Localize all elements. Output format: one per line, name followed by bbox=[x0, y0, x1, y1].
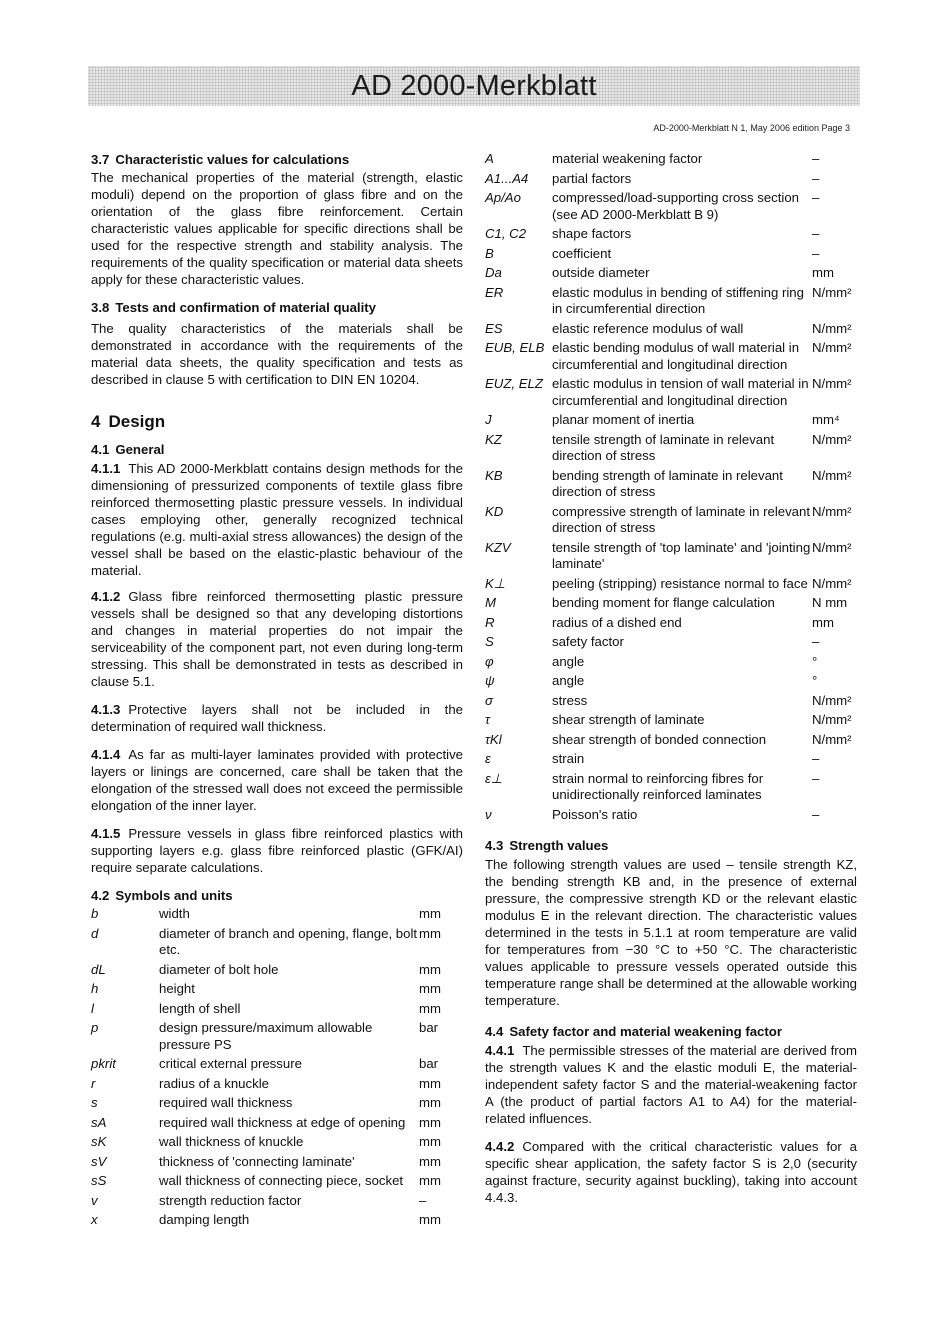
symbol-cell: S bbox=[485, 634, 494, 649]
symbol-cell: Ap/Ao bbox=[485, 190, 521, 205]
right-column bbox=[485, 151, 857, 1206]
unit-cell: mm bbox=[419, 1095, 441, 1110]
description-cell: wall thickness of connecting piece, socket bbox=[159, 1173, 404, 1188]
symbol-cell: ε⊥ bbox=[485, 770, 503, 786]
symbol-cell: ν bbox=[485, 806, 492, 822]
symbol-cell: l bbox=[91, 1000, 94, 1016]
description-cell: design pressure/maximum allowable pressure PS bbox=[159, 1020, 373, 1052]
unit-cell: – bbox=[812, 770, 820, 786]
description-cell: critical external pressure bbox=[159, 1056, 302, 1071]
unit-cell: ° bbox=[812, 673, 818, 688]
unit-cell: N/mm² bbox=[812, 376, 852, 391]
unit-cell: N/mm² bbox=[812, 575, 852, 591]
symbol-cell: Da bbox=[485, 265, 502, 280]
symbol-cell: p bbox=[91, 1020, 99, 1035]
description-cell: required wall thickness at edge of opening bbox=[159, 1114, 406, 1130]
symbol-cell: sV bbox=[91, 1153, 107, 1169]
description-cell: coefficient bbox=[552, 245, 612, 261]
unit-cell: N mm bbox=[812, 595, 848, 610]
symbol-cell: M bbox=[485, 595, 496, 610]
description-cell: radius of a knuckle bbox=[159, 1075, 269, 1091]
unit-cell: mm bbox=[812, 614, 834, 630]
unit-cell: mm bbox=[419, 961, 441, 977]
heading-3-8: 3.8 Tests and confirmation of material quality bbox=[91, 300, 376, 315]
unit-cell: mm⁴ bbox=[812, 412, 840, 427]
description-cell: tensile strength of 'top laminate' and 'jointing laminate' bbox=[552, 539, 811, 571]
symbol-cell: J bbox=[485, 412, 492, 427]
symbol-cell: τ bbox=[485, 712, 490, 727]
description-cell: required wall thickness bbox=[159, 1095, 293, 1110]
unit-cell: N/mm² bbox=[812, 692, 852, 708]
unit-cell: – bbox=[812, 634, 820, 649]
unit-cell: mm bbox=[419, 981, 441, 996]
symbol-cell: φ bbox=[485, 653, 494, 669]
unit-cell: – bbox=[812, 806, 820, 822]
unit-cell: – bbox=[812, 151, 820, 166]
symbol-cell: KB bbox=[485, 467, 503, 483]
unit-cell: mm bbox=[419, 1173, 441, 1188]
unit-cell: N/mm² bbox=[812, 467, 852, 483]
description-cell: outside diameter bbox=[552, 265, 650, 280]
unit-cell: – bbox=[812, 245, 820, 261]
description-cell: peeling (stripping) resistance normal to face bbox=[552, 575, 808, 591]
unit-cell: mm bbox=[419, 1000, 441, 1016]
unit-cell: – bbox=[812, 170, 820, 186]
unit-cell: mm bbox=[419, 906, 441, 921]
symbol-cell: B bbox=[485, 245, 494, 261]
symbol-cell: sS bbox=[91, 1173, 107, 1188]
description-cell: partial factors bbox=[552, 170, 632, 186]
description-cell: shear strength of laminate bbox=[552, 712, 705, 727]
symbol-cell: ES bbox=[485, 320, 503, 336]
symbol-cell: KZV bbox=[485, 539, 511, 555]
symbol-cell: d bbox=[91, 925, 99, 941]
description-cell: bending strength of laminate in relevant direction of stress bbox=[552, 467, 783, 499]
description-cell: strength reduction factor bbox=[159, 1192, 302, 1208]
symbol-cell: KZ bbox=[485, 431, 502, 447]
symbol-cell: R bbox=[485, 614, 495, 630]
description-cell: thickness of 'connecting laminate' bbox=[159, 1153, 355, 1169]
unit-cell: N/mm² bbox=[812, 712, 852, 727]
heading-4-3: 4.3 Strength values bbox=[485, 838, 609, 853]
clause-4-1-4: 4.1.4 As far as multi-layer laminates provided with protective layers or linings are concerned, care shall be taken that the elongation of the stressed wall does not exceed the permissible elongation of the inner layer. bbox=[91, 747, 463, 813]
symbol-cell: EUB, ELB bbox=[485, 340, 545, 355]
description-cell: elastic reference modulus of wall bbox=[552, 320, 744, 336]
banner-title: AD 2000-Merkblatt bbox=[351, 69, 597, 102]
symbol-cell: ER bbox=[485, 284, 504, 300]
description-cell: diameter of branch and opening, flange, bolt etc. bbox=[159, 925, 418, 957]
unit-cell: – bbox=[812, 226, 820, 241]
symbol-cell: r bbox=[91, 1075, 96, 1091]
symbol-cell: A1...A4 bbox=[485, 170, 529, 186]
description-cell: length of shell bbox=[159, 1000, 241, 1016]
symbols-table-left bbox=[91, 906, 463, 1232]
clause-4-1-5: 4.1.5 Pressure vessels in glass fibre reinforced plastics with supporting layers e.g. glass fibre reinforced plastic (GFK/AI) require separate calculations. bbox=[91, 826, 463, 875]
symbol-cell: τKl bbox=[485, 731, 502, 747]
heading-3-7: 3.7 Characteristic values for calculations bbox=[91, 152, 350, 167]
description-cell: angle bbox=[552, 673, 585, 688]
description-cell: safety factor bbox=[552, 634, 624, 649]
unit-cell: mm bbox=[419, 1075, 441, 1091]
description-cell: width bbox=[159, 906, 190, 921]
left-column bbox=[91, 151, 463, 1232]
description-cell: planar moment of inertia bbox=[552, 412, 695, 427]
unit-cell: mm bbox=[419, 1212, 441, 1227]
symbol-cell: A bbox=[485, 151, 494, 166]
clause-4-4-2: 4.4.2 Compared with the critical characteristic values for a specific shear application, the safety factor S is 2,0 (security against fracture, security against buckling), taking into account 4.4.3. bbox=[485, 1139, 857, 1205]
symbol-cell: pkrit bbox=[91, 1056, 116, 1071]
symbol-cell: v bbox=[91, 1192, 98, 1208]
clause-4-1-3: 4.1.3 Protective layers shall not be included in the determination of required wall thickness. bbox=[91, 702, 463, 734]
unit-cell: bar bbox=[419, 1056, 439, 1071]
symbol-cell: ψ bbox=[485, 673, 495, 688]
description-cell: height bbox=[159, 981, 195, 996]
symbol-cell: b bbox=[91, 906, 99, 921]
unit-cell: mm bbox=[812, 265, 834, 280]
header-banner bbox=[88, 66, 860, 106]
description-cell: shear strength of bonded connection bbox=[552, 731, 767, 747]
unit-cell: – bbox=[419, 1192, 427, 1208]
clause-4-1-2: 4.1.2 Glass fibre reinforced thermosetting plastic pressure vessels shall be designed so that any developing distortions and changes in material properties do not impair the serviceability of the component part, not even during long-term stressing. This shall be demonstrated in tests as described in clause 5.1. bbox=[91, 589, 463, 689]
description-cell: Poisson's ratio bbox=[552, 806, 638, 822]
symbols-table-right bbox=[485, 151, 857, 826]
description-cell: wall thickness of knuckle bbox=[159, 1134, 304, 1149]
unit-cell: N/mm² bbox=[812, 503, 852, 519]
unit-cell: N/mm² bbox=[812, 284, 852, 300]
description-cell: elastic modulus in bending of stiffening ring in circumferential direction bbox=[552, 284, 804, 316]
heading-4-2: 4.2 Symbols and units bbox=[91, 888, 233, 903]
description-cell: radius of a dished end bbox=[552, 614, 682, 630]
symbol-cell: K⊥ bbox=[485, 575, 506, 591]
heading-4-1: 4.1 General bbox=[91, 442, 165, 457]
clause-4-4-1: 4.4.1 The permissible stresses of the material are derived from the strength values K and the elastic moduli E, the material-independent safety factor S and the material-weakening factor A (the product of partial factors A1 to A4) for the material-related influences. bbox=[485, 1043, 857, 1126]
description-cell: angle bbox=[552, 653, 585, 669]
unit-cell: N/mm² bbox=[812, 731, 852, 747]
unit-cell: bar bbox=[419, 1020, 439, 1035]
symbol-cell: C1, C2 bbox=[485, 226, 527, 241]
description-cell: strain bbox=[552, 751, 585, 766]
description-cell: tensile strength of laminate in relevant direction of stress bbox=[552, 431, 775, 463]
description-cell: stress bbox=[552, 692, 588, 708]
symbol-cell: dL bbox=[91, 961, 106, 977]
unit-cell: mm bbox=[419, 925, 441, 941]
description-cell: diameter of bolt hole bbox=[159, 961, 279, 977]
unit-cell: mm bbox=[419, 1153, 441, 1169]
unit-cell: – bbox=[812, 751, 820, 766]
symbol-cell: h bbox=[91, 981, 99, 996]
heading-4: 4 Design bbox=[91, 412, 166, 431]
symbol-cell: sK bbox=[91, 1134, 107, 1149]
symbol-cell: EUZ, ELZ bbox=[485, 376, 543, 391]
unit-cell: mm bbox=[419, 1114, 441, 1130]
description-cell: damping length bbox=[159, 1212, 250, 1227]
description-cell: elastic bending modulus of wall material in circumferential and longitudinal direction bbox=[552, 340, 800, 372]
paragraph-4-3: The following strength values are used – tensile strength KZ, the bending strength KB and, in the presence of external pressure, the compressive strength KD or the relevant elastic modulus E in the relevant direction. The characteristic values determined in the tests in 5.1.1 at room temperature are valid for temperatures from −30 °C to +50 °C. The characteristic values applicable to pressure vessels operated outside this temperature range shall be determined at the allowable working temperature. bbox=[485, 857, 857, 1008]
symbol-cell: x bbox=[91, 1212, 98, 1227]
description-cell: strain normal to reinforcing fibres for unidirectionally reinforced laminates bbox=[552, 770, 764, 802]
unit-cell: N/mm² bbox=[812, 320, 852, 336]
description-cell: compressed/load-supporting cross section (see AD 2000-Merkblatt B 9) bbox=[552, 190, 800, 222]
description-cell: material weakening factor bbox=[552, 151, 703, 166]
symbol-cell: s bbox=[91, 1095, 98, 1110]
unit-cell: N/mm² bbox=[812, 539, 852, 555]
description-cell: elastic modulus in tension of wall material in circumferential and longitudinal direction bbox=[552, 376, 809, 408]
edition-info: AD-2000-Merkblatt N 1, May 2006 edition Page 3 bbox=[653, 123, 850, 133]
paragraph-3-7: The mechanical properties of the material (strength, elastic moduli) depend on the proportion of glass fibre and on the orientation of the glass fibre reinforcement. Certain characteristic values applicable for specific directions shall be used for the respective strength and stability analysis. The requirements of the quality specification or material data sheets apply for these characteristic values. bbox=[91, 170, 463, 287]
unit-cell: – bbox=[812, 190, 820, 205]
description-cell: shape factors bbox=[552, 226, 632, 241]
description-cell: bending moment for flange calculation bbox=[552, 595, 775, 610]
unit-cell: mm bbox=[419, 1134, 441, 1149]
unit-cell: N/mm² bbox=[812, 340, 852, 355]
description-cell: compressive strength of laminate in relevant direction of stress bbox=[552, 503, 811, 535]
symbol-cell: KD bbox=[485, 503, 504, 519]
symbol-cell: sA bbox=[91, 1114, 107, 1130]
clause-4-1-1: 4.1.1 This AD 2000-Merkblatt contains design methods for the dimensioning of pressurized components of textile glass fibre reinforced thermosetting plastic pressure vessels. In individual cases employing other, generally recognized technical regulations (e.g. multi-axial stress allowances) the design of the vessel shall be based on the elastic-plastic behaviour of the material. bbox=[91, 461, 463, 578]
symbol-cell: σ bbox=[485, 692, 493, 708]
unit-cell: ° bbox=[812, 653, 818, 669]
unit-cell: N/mm² bbox=[812, 431, 852, 447]
heading-4-4: 4.4 Safety factor and material weakening factor bbox=[485, 1024, 782, 1039]
symbol-cell: ε bbox=[485, 751, 491, 766]
paragraph-3-8: The quality characteristics of the materials shall be demonstrated in accordance with the requirements of the material data sheets, the quality specification and tests as described in clause 5 with certification to DIN EN 10204. bbox=[91, 321, 463, 387]
